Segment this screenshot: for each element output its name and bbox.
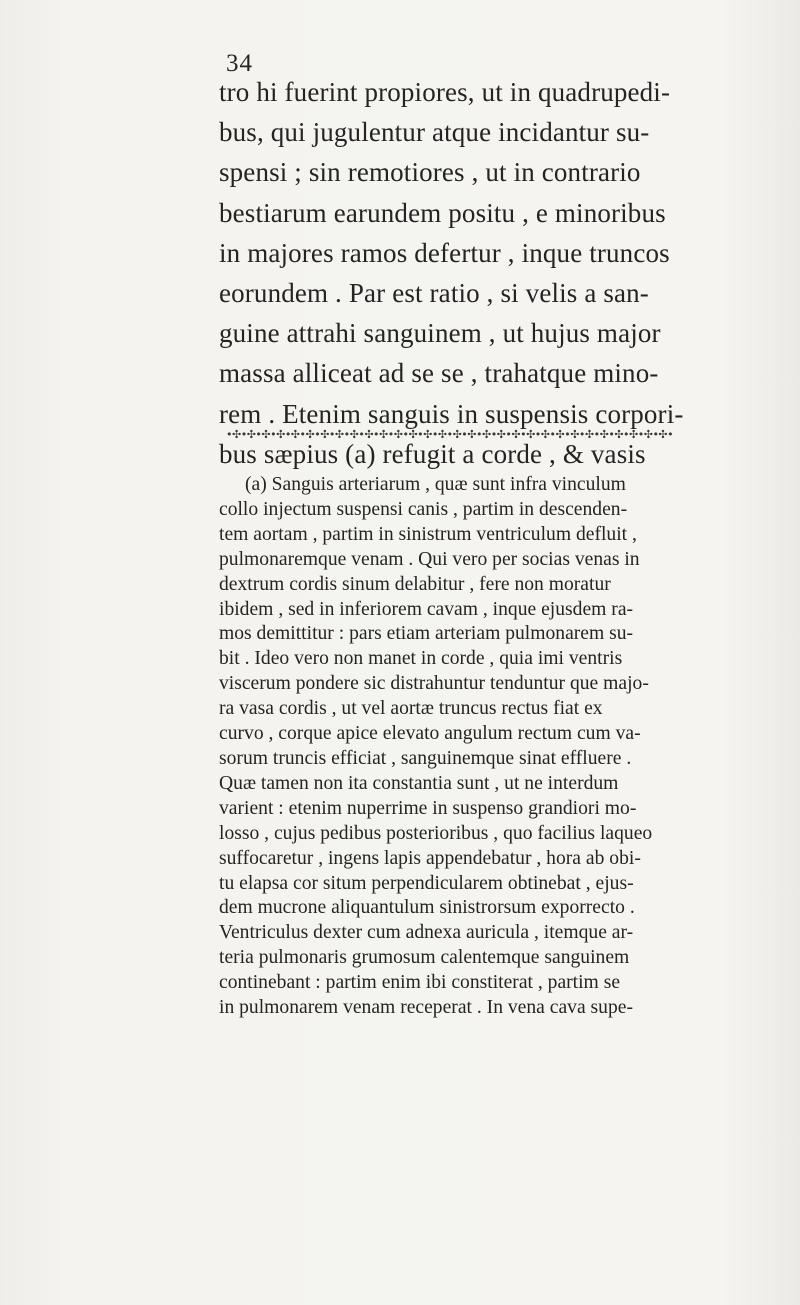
footnote-line: bit . Ideo vero non manet in corde , quia imi ventris: [219, 648, 623, 670]
footnote-line: ra vasa cordis , ut vel aortæ truncus rectus fiat ex: [219, 698, 603, 720]
page-number: 34: [226, 50, 253, 77]
footnote-line: Ventriculus dexter cum adnexa auricula , itemque ar-: [219, 922, 634, 944]
ornamental-separator: •✣•✣•✣•✣•✣•✣•✣•✣•✣•✣•✣•✣•✣•✣•✣•✣•✣•✣•✣•✣•✣•✣•✣•✣•✣•✣•✣•✣•✣•✣•: [226, 428, 674, 441]
footnote-line: teria pulmonaris grumosum calentemque sanguinem: [219, 947, 630, 969]
body-line: eorundem . Par est ratio , si velis a san-: [219, 278, 649, 309]
footnote-line: dem mucrone aliquantulum sinistrorsum exporrecto .: [219, 897, 635, 919]
footnote-line: varient : etenim nuperrime in suspenso grandiori mo-: [219, 797, 637, 819]
body-line: massa alliceat ad se se , trahatque mino-: [219, 358, 659, 389]
body-line: spensi ; sin remotiores , ut in contrario: [219, 157, 641, 188]
body-line: bus, qui jugulentur atque incidantur su-: [219, 117, 650, 148]
body-line: bus sæpius (a) refugit a corde , & vasis: [219, 438, 646, 469]
body-line: tro hi fuerint propiores, ut in quadrupedi-: [219, 77, 671, 107]
body-line: rem . Etenim sanguis in suspensis corpori-: [219, 398, 684, 429]
footnote-line: collo injectum suspensi canis , partim in descenden-: [219, 498, 628, 520]
footnote-line: ibidem , sed in inferiorem cavam , inque ejusdem ra-: [219, 598, 634, 620]
footnote-line: continebant : partim enim ibi constiterat , partim se: [219, 972, 621, 994]
body-line: bestiarum earundem positu , e minoribus: [219, 197, 666, 228]
footnote-line: tu elapsa cor situm perpendicularem obtinebat , ejus-: [219, 872, 634, 894]
footnote-line: pulmonaremque venam . Qui vero per socias venas in: [219, 548, 640, 570]
footnote-line: sorum truncis efficiat , sanguinemque sinat effluere .: [219, 747, 632, 769]
footnote: [219, 473, 719, 1021]
footnote-line: Quæ tamen non ita constantia sunt , ut ne interdum: [219, 772, 619, 794]
footnote-line: viscerum pondere sic distrahuntur tenduntur que majo-: [219, 673, 649, 695]
footnote-line: losso , cujus pedibus posterioribus , quo facilius laqueo: [219, 822, 653, 844]
footnote-line: (a) Sanguis arteriarum , quæ sunt infra vinculum: [245, 474, 626, 495]
footnote-line: in pulmonarem venam receperat . In vena cava supe-: [219, 997, 633, 1019]
footnote-line: curvo , corque apice elevato angulum rectum cum va-: [219, 723, 641, 745]
body-line: in majores ramos defertur , inque truncos: [219, 237, 670, 268]
body-line: guine attrahi sanguinem , ut hujus major: [219, 318, 661, 349]
footnote-line: mos demittitur : pars etiam arteriam pulmonarem su-: [219, 623, 634, 645]
footnote-line: tem aortam , partim in sinistrum ventriculum defluit ,: [219, 523, 637, 545]
footnote-line: dextrum cordis sinum delabitur , fere non moratur: [219, 573, 611, 595]
body-text: [219, 72, 719, 474]
footnote-line: suffocaretur , ingens lapis appendebatur , hora ab obi-: [219, 847, 641, 869]
